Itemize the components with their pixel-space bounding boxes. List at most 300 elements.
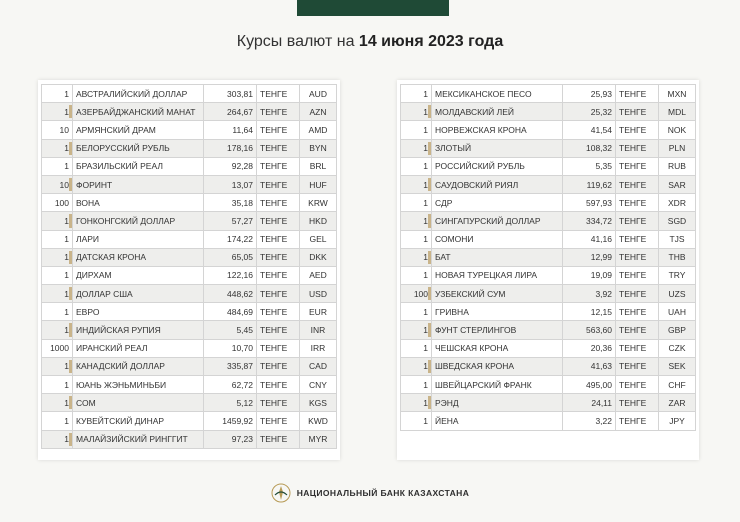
- currency-name: КУВЕЙТСКИЙ ДИНАР: [73, 412, 204, 430]
- exchange-rate: 495,00: [563, 376, 616, 394]
- row-accent-mark: [428, 378, 431, 391]
- table-row: [42, 339, 337, 357]
- quantity-cell: [401, 394, 432, 412]
- unit-label: ТЕНГЕ: [616, 266, 659, 284]
- unit-label: ТЕНГЕ: [257, 212, 300, 230]
- unit-label: ТЕНГЕ: [257, 266, 300, 284]
- exchange-rate: 57,27: [204, 212, 257, 230]
- left-rates-panel: [38, 80, 340, 460]
- row-accent-mark: [428, 196, 431, 209]
- row-accent-mark: [69, 305, 72, 318]
- exchange-rate: 334,72: [563, 212, 616, 230]
- currency-code: CHF: [659, 376, 696, 394]
- table-row: [401, 266, 696, 284]
- currency-code: HUF: [300, 175, 337, 193]
- quantity-cell: [401, 339, 432, 357]
- table-row: [42, 321, 337, 339]
- unit-label: ТЕНГЕ: [616, 157, 659, 175]
- table-row: [401, 230, 696, 248]
- currency-code: RUB: [659, 157, 696, 175]
- row-accent-mark: [69, 287, 72, 300]
- unit-label: ТЕНГЕ: [257, 175, 300, 193]
- currency-quantity: 1: [423, 106, 428, 117]
- quantity-cell: [42, 175, 73, 193]
- currency-code: TJS: [659, 230, 696, 248]
- row-accent-mark: [428, 123, 431, 136]
- quantity-cell: [401, 85, 432, 103]
- exchange-rate: 10,70: [204, 339, 257, 357]
- currency-quantity: 1: [64, 397, 69, 408]
- currency-name: ДАТСКАЯ КРОНА: [73, 248, 204, 266]
- quantity-cell: [42, 85, 73, 103]
- currency-quantity: 1: [423, 325, 428, 336]
- row-accent-mark: [428, 287, 431, 300]
- unit-label: ТЕНГЕ: [257, 285, 300, 303]
- table-row: [42, 248, 337, 266]
- currency-name: РЭНД: [432, 394, 563, 412]
- quantity-cell: [401, 412, 432, 430]
- currency-quantity: 1: [64, 306, 69, 317]
- unit-label: ТЕНГЕ: [257, 357, 300, 375]
- row-accent-mark: [428, 251, 431, 264]
- quantity-cell: [42, 230, 73, 248]
- currency-quantity: 1: [423, 270, 428, 281]
- exchange-rate: 25,32: [563, 103, 616, 121]
- exchange-rate: 119,62: [563, 175, 616, 193]
- exchange-rate: 484,69: [204, 303, 257, 321]
- exchange-rate: 12,15: [563, 303, 616, 321]
- currency-name: БРАЗИЛЬСКИЙ РЕАЛ: [73, 157, 204, 175]
- table-row: [401, 175, 696, 193]
- unit-label: ТЕНГЕ: [616, 303, 659, 321]
- exchange-rate: 24,11: [563, 394, 616, 412]
- currency-quantity: 1: [64, 434, 69, 445]
- row-accent-mark: [69, 323, 72, 336]
- table-row: [42, 376, 337, 394]
- table-row: [42, 357, 337, 375]
- exchange-rate: 62,72: [204, 376, 257, 394]
- quantity-cell: [42, 376, 73, 394]
- table-row: [401, 103, 696, 121]
- currency-quantity: 100: [54, 197, 69, 208]
- table-row: [42, 103, 337, 121]
- row-accent-mark: [428, 342, 431, 355]
- currency-code: NOK: [659, 121, 696, 139]
- currency-quantity: 1: [423, 234, 428, 245]
- exchange-rate: 41,16: [563, 230, 616, 248]
- quantity-cell: [42, 248, 73, 266]
- unit-label: ТЕНГЕ: [616, 139, 659, 157]
- quantity-cell: [401, 303, 432, 321]
- currency-quantity: 1: [64, 88, 69, 99]
- currency-code: GBP: [659, 321, 696, 339]
- currency-code: AMD: [300, 121, 337, 139]
- table-row: [401, 157, 696, 175]
- row-accent-mark: [69, 251, 72, 264]
- unit-label: ТЕНГЕ: [616, 230, 659, 248]
- currency-code: THB: [659, 248, 696, 266]
- quantity-cell: [401, 121, 432, 139]
- currency-quantity: 1: [423, 88, 428, 99]
- table-row: [42, 85, 337, 103]
- currency-name: ИРАНСКИЙ РЕАЛ: [73, 339, 204, 357]
- row-accent-mark: [428, 305, 431, 318]
- quantity-cell: [42, 303, 73, 321]
- currency-code: JPY: [659, 412, 696, 430]
- currency-quantity: 1: [423, 397, 428, 408]
- right-rates-table: [400, 84, 696, 431]
- currency-name: УЗБЕКСКИЙ СУМ: [432, 285, 563, 303]
- currency-quantity: 1: [64, 252, 69, 263]
- unit-label: ТЕНГЕ: [257, 230, 300, 248]
- table-row: [42, 394, 337, 412]
- currency-code: AED: [300, 266, 337, 284]
- quantity-cell: [401, 266, 432, 284]
- currency-quantity: 1: [423, 143, 428, 154]
- currency-code: UZS: [659, 285, 696, 303]
- table-row: [401, 394, 696, 412]
- currency-quantity: 1: [64, 143, 69, 154]
- row-accent-mark: [69, 87, 72, 100]
- currency-quantity: 1: [64, 415, 69, 426]
- currency-name: ШВЕЙЦАРСКИЙ ФРАНК: [432, 376, 563, 394]
- quantity-cell: [42, 285, 73, 303]
- quantity-cell: [42, 357, 73, 375]
- row-accent-mark: [69, 142, 72, 155]
- exchange-rate: 3,22: [563, 412, 616, 430]
- currency-code: AZN: [300, 103, 337, 121]
- currency-name: КАНАДСКИЙ ДОЛЛАР: [73, 357, 204, 375]
- unit-label: ТЕНГЕ: [616, 394, 659, 412]
- bank-name: НАЦИОНАЛЬНЫЙ БАНК КАЗАХСТАНА: [296, 488, 470, 498]
- exchange-rate: 20,36: [563, 339, 616, 357]
- exchange-rate: 97,23: [204, 430, 257, 448]
- exchange-rate: 448,62: [204, 285, 257, 303]
- currency-quantity: 1: [423, 179, 428, 190]
- currency-code: UAH: [659, 303, 696, 321]
- unit-label: ТЕНГЕ: [257, 430, 300, 448]
- currency-quantity: 1: [64, 270, 69, 281]
- row-accent-mark: [69, 105, 72, 118]
- row-accent-mark: [69, 178, 72, 191]
- unit-label: ТЕНГЕ: [616, 412, 659, 430]
- exchange-rate: 41,54: [563, 121, 616, 139]
- table-row: [401, 121, 696, 139]
- row-accent-mark: [69, 342, 72, 355]
- unit-label: ТЕНГЕ: [257, 194, 300, 212]
- unit-label: ТЕНГЕ: [616, 285, 659, 303]
- table-row: [401, 194, 696, 212]
- currency-name: БЕЛОРУССКИЙ РУБЛЬ: [73, 139, 204, 157]
- table-row: [401, 139, 696, 157]
- unit-label: ТЕНГЕ: [257, 412, 300, 430]
- currency-code: SAR: [659, 175, 696, 193]
- unit-label: ТЕНГЕ: [616, 194, 659, 212]
- table-row: [42, 157, 337, 175]
- currency-quantity: 1: [64, 288, 69, 299]
- quantity-cell: [42, 212, 73, 230]
- row-accent-mark: [69, 396, 72, 409]
- exchange-rate: 41,63: [563, 357, 616, 375]
- exchange-rate: 597,93: [563, 194, 616, 212]
- quantity-cell: [401, 157, 432, 175]
- row-accent-mark: [69, 196, 72, 209]
- currency-code: TRY: [659, 266, 696, 284]
- currency-name: АРМЯНСКИЙ ДРАМ: [73, 121, 204, 139]
- table-row: [42, 230, 337, 248]
- row-accent-mark: [428, 323, 431, 336]
- row-accent-mark: [69, 360, 72, 373]
- exchange-rate: 19,09: [563, 266, 616, 284]
- title-prefix: Курсы валют на: [236, 33, 355, 50]
- unit-label: ТЕНГЕ: [257, 394, 300, 412]
- unit-label: ТЕНГЕ: [616, 103, 659, 121]
- row-accent-mark: [428, 414, 431, 427]
- table-row: [42, 303, 337, 321]
- quantity-cell: [401, 376, 432, 394]
- row-accent-mark: [69, 160, 72, 173]
- exchange-rate: 13,07: [204, 175, 257, 193]
- table-row: [42, 266, 337, 284]
- currency-name: НОВАЯ ТУРЕЦКАЯ ЛИРА: [432, 266, 563, 284]
- unit-label: ТЕНГЕ: [616, 339, 659, 357]
- quantity-cell: [401, 212, 432, 230]
- currency-name: ФУНТ СТЕРЛИНГОВ: [432, 321, 563, 339]
- currency-name: СИНГАПУРСКИЙ ДОЛЛАР: [432, 212, 563, 230]
- quantity-cell: [401, 230, 432, 248]
- row-accent-mark: [428, 360, 431, 373]
- unit-label: ТЕНГЕ: [616, 248, 659, 266]
- currency-name: БАТ: [432, 248, 563, 266]
- exchange-rate: 3,92: [563, 285, 616, 303]
- unit-label: ТЕНГЕ: [616, 175, 659, 193]
- currency-name: ЧЕШСКАЯ КРОНА: [432, 339, 563, 357]
- quantity-cell: [42, 412, 73, 430]
- currency-name: СОМОНИ: [432, 230, 563, 248]
- currency-name: ВОНА: [73, 194, 204, 212]
- currency-name: ЮАНЬ ЖЭНЬМИНЬБИ: [73, 376, 204, 394]
- currency-code: MXN: [659, 85, 696, 103]
- currency-quantity: 1: [64, 161, 69, 172]
- row-accent-mark: [428, 396, 431, 409]
- currency-name: ДИРХАМ: [73, 266, 204, 284]
- currency-name: ФОРИНТ: [73, 175, 204, 193]
- currency-code: INR: [300, 321, 337, 339]
- currency-quantity: 10: [59, 124, 69, 135]
- quantity-cell: [42, 266, 73, 284]
- currency-quantity: 1: [423, 197, 428, 208]
- quantity-cell: [42, 194, 73, 212]
- row-accent-mark: [428, 214, 431, 227]
- currency-name: ГОНКОНГСКИЙ ДОЛЛАР: [73, 212, 204, 230]
- table-row: [401, 339, 696, 357]
- currency-name: МОЛДАВСКИЙ ЛЕЙ: [432, 103, 563, 121]
- row-accent-mark: [428, 105, 431, 118]
- bank-emblem-icon: [271, 483, 291, 503]
- currency-quantity: 1: [423, 252, 428, 263]
- table-row: [401, 85, 696, 103]
- exchange-rate: 5,45: [204, 321, 257, 339]
- currency-quantity: 100: [413, 288, 428, 299]
- exchange-rate: 5,35: [563, 157, 616, 175]
- unit-label: ТЕНГЕ: [616, 321, 659, 339]
- unit-label: ТЕНГЕ: [257, 139, 300, 157]
- row-accent-mark: [428, 178, 431, 191]
- row-accent-mark: [69, 269, 72, 282]
- unit-label: ТЕНГЕ: [257, 121, 300, 139]
- currency-code: KGS: [300, 394, 337, 412]
- row-accent-mark: [69, 233, 72, 246]
- currency-quantity: 1: [423, 306, 428, 317]
- currency-code: MYR: [300, 430, 337, 448]
- currency-name: САУДОВСКИЙ РИЯЛ: [432, 175, 563, 193]
- currency-code: SEK: [659, 357, 696, 375]
- exchange-rate: 174,22: [204, 230, 257, 248]
- table-row: [42, 285, 337, 303]
- quantity-cell: [42, 157, 73, 175]
- unit-label: ТЕНГЕ: [616, 376, 659, 394]
- currency-code: ZAR: [659, 394, 696, 412]
- currency-name: АЗЕРБАЙДЖАНСКИЙ МАНАТ: [73, 103, 204, 121]
- currency-quantity: 1: [423, 343, 428, 354]
- exchange-rate: 35,18: [204, 194, 257, 212]
- currency-quantity: 1: [423, 379, 428, 390]
- currency-quantity: 1: [423, 415, 428, 426]
- currency-code: CNY: [300, 376, 337, 394]
- currency-quantity: 1: [423, 124, 428, 135]
- quantity-cell: [42, 103, 73, 121]
- page-title: [0, 33, 740, 51]
- currency-code: USD: [300, 285, 337, 303]
- unit-label: ТЕНГЕ: [257, 376, 300, 394]
- currency-name: СОМ: [73, 394, 204, 412]
- table-row: [401, 321, 696, 339]
- currency-code: GEL: [300, 230, 337, 248]
- unit-label: ТЕНГЕ: [616, 85, 659, 103]
- table-row: [42, 212, 337, 230]
- currency-quantity: 10: [59, 179, 69, 190]
- currency-code: AUD: [300, 85, 337, 103]
- currency-quantity: 1: [64, 325, 69, 336]
- table-row: [401, 303, 696, 321]
- exchange-rate: 335,87: [204, 357, 257, 375]
- quantity-cell: [42, 139, 73, 157]
- title-date: 14 июня 2023 года: [358, 33, 504, 50]
- quantity-cell: [401, 103, 432, 121]
- currency-name: МАЛАЙЗИЙСКИЙ РИНГГИТ: [73, 430, 204, 448]
- exchange-rate: 108,32: [563, 139, 616, 157]
- exchange-rate: 303,81: [204, 85, 257, 103]
- unit-label: ТЕНГЕ: [257, 85, 300, 103]
- unit-label: ТЕНГЕ: [257, 303, 300, 321]
- quantity-cell: [42, 339, 73, 357]
- unit-label: ТЕНГЕ: [257, 339, 300, 357]
- exchange-rate: 264,67: [204, 103, 257, 121]
- currency-name: МЕКСИКАНСКОЕ ПЕСО: [432, 85, 563, 103]
- row-accent-mark: [428, 87, 431, 100]
- quantity-cell: [42, 121, 73, 139]
- table-row: [42, 412, 337, 430]
- table-row: [42, 430, 337, 448]
- currency-quantity: 1: [423, 161, 428, 172]
- currency-quantity: 1000: [50, 343, 69, 354]
- currency-code: CAD: [300, 357, 337, 375]
- currency-code: EUR: [300, 303, 337, 321]
- table-row: [401, 357, 696, 375]
- table-row: [42, 121, 337, 139]
- row-accent-mark: [428, 233, 431, 246]
- row-accent-mark: [69, 378, 72, 391]
- currency-quantity: 1: [64, 361, 69, 372]
- quantity-cell: [401, 285, 432, 303]
- currency-code: XDR: [659, 194, 696, 212]
- currency-name: ЛАРИ: [73, 230, 204, 248]
- row-accent-mark: [69, 123, 72, 136]
- currency-code: BRL: [300, 157, 337, 175]
- exchange-rate: 122,16: [204, 266, 257, 284]
- exchange-rate: 178,16: [204, 139, 257, 157]
- currency-quantity: 1: [64, 106, 69, 117]
- quantity-cell: [401, 248, 432, 266]
- right-rates-panel: [397, 80, 699, 460]
- table-row: [42, 139, 337, 157]
- footer: [0, 483, 740, 503]
- currency-name: ЕВРО: [73, 303, 204, 321]
- quantity-cell: [42, 321, 73, 339]
- currency-code: SGD: [659, 212, 696, 230]
- currency-name: ЗЛОТЫЙ: [432, 139, 563, 157]
- exchange-rate: 12,99: [563, 248, 616, 266]
- quantity-cell: [42, 394, 73, 412]
- exchange-rate: 92,28: [204, 157, 257, 175]
- exchange-rate: 5,12: [204, 394, 257, 412]
- row-accent-mark: [69, 214, 72, 227]
- table-row: [42, 194, 337, 212]
- currency-name: ИНДИЙСКАЯ РУПИЯ: [73, 321, 204, 339]
- unit-label: ТЕНГЕ: [257, 248, 300, 266]
- table-row: [401, 212, 696, 230]
- currency-code: IRR: [300, 339, 337, 357]
- exchange-rate: 563,60: [563, 321, 616, 339]
- row-accent-mark: [428, 160, 431, 173]
- unit-label: ТЕНГЕ: [616, 121, 659, 139]
- exchange-rate: 65,05: [204, 248, 257, 266]
- quantity-cell: [401, 357, 432, 375]
- currency-name: АВСТРАЛИЙСКИЙ ДОЛЛАР: [73, 85, 204, 103]
- table-row: [401, 248, 696, 266]
- currency-code: CZK: [659, 339, 696, 357]
- currency-code: DKK: [300, 248, 337, 266]
- exchange-rate: 1459,92: [204, 412, 257, 430]
- currency-name: ШВЕДСКАЯ КРОНА: [432, 357, 563, 375]
- quantity-cell: [401, 194, 432, 212]
- currency-name: ЙЕНА: [432, 412, 563, 430]
- quantity-cell: [401, 175, 432, 193]
- quantity-cell: [42, 430, 73, 448]
- currency-code: MDL: [659, 103, 696, 121]
- row-accent-mark: [69, 414, 72, 427]
- quantity-cell: [401, 321, 432, 339]
- currency-quantity: 1: [64, 234, 69, 245]
- currency-name: ГРИВНА: [432, 303, 563, 321]
- unit-label: ТЕНГЕ: [257, 103, 300, 121]
- currency-code: BYN: [300, 139, 337, 157]
- currency-quantity: 1: [423, 361, 428, 372]
- currency-code: HKD: [300, 212, 337, 230]
- currency-name: ДОЛЛАР США: [73, 285, 204, 303]
- row-accent-mark: [428, 269, 431, 282]
- table-row: [401, 376, 696, 394]
